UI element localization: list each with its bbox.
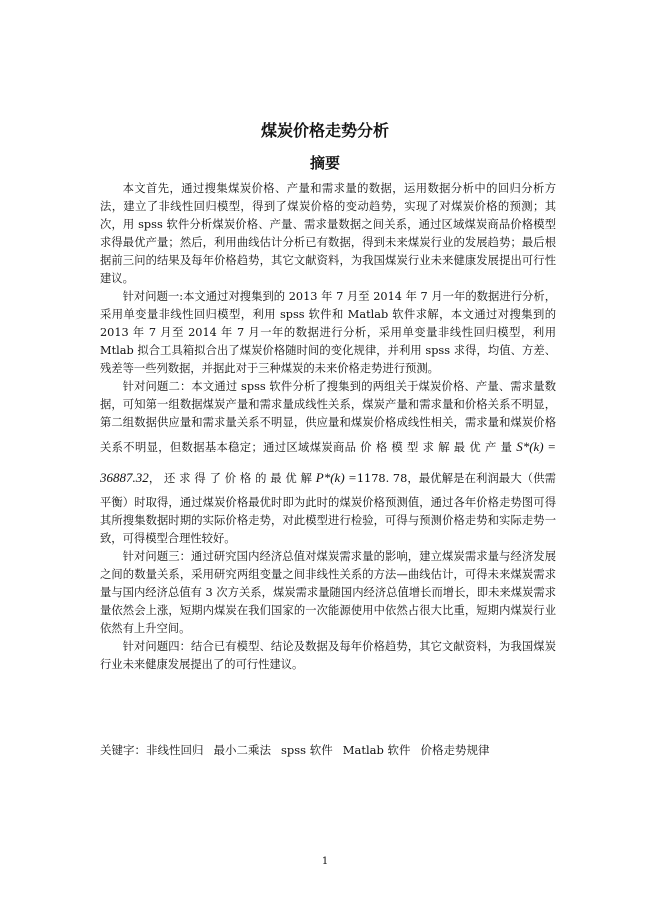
question-2-lead: 针对问题二：本文通过 spss 软件分析了搜集到的两组关于煤炭价格、产量、需求量数据，可知第一组数据煤炭产量和需求量成线性关系，煤炭产量和需求量和价格关系不明显，第二组数据供应量和需求量关系不明显，供应量和煤炭价格成线性相关，需求量和煤炭价格关系不明显，但数据基本稳定；通过区域煤炭商 (100, 380, 556, 454)
formula-optimal-price: P*(k) = (315, 470, 357, 485)
question-2-optimal-price-line (312, 472, 407, 485)
optimal-price-value: 1178. 78 (356, 472, 408, 485)
abstract-body (100, 180, 556, 674)
formula-optimal-output: S*(k) = 36887.32 (100, 439, 557, 485)
keyword: spss 软件 (281, 743, 333, 757)
paragraph-intro: 本文首先，通过搜集煤炭价格、产量和需求量的数据，运用数据分析中的回归分析方法，建立了非线性回归模型，得到了煤炭价格的变动趋势，实现了对煤炭价格的预测；其次，用 spss 软件分析煤炭价格、产量、需求量数据之间关系，通过区域煤炭商品价格模型求得最优产量；然后，利用曲线估计分析已有数据，得到未来煤炭行业的发展趋势；最后根据前三问的结果及每年价格趋势，其它文献资料，为我国煤炭行业未来健康发展提出可行性建议。 (100, 182, 556, 285)
paragraph-question-4: 针对问题四：结合已有模型、结论及数据及每年价格趋势，其它文献资料，为我国煤炭行业未来健康发展提出了的可行性建议。 (100, 640, 556, 671)
abstract-heading: 摘要 (309, 154, 340, 172)
keyword: 非线性回归 (146, 743, 204, 757)
page-number: 1 (321, 856, 329, 867)
keywords-line (100, 741, 560, 759)
keyword: Matlab 软件 (342, 743, 411, 757)
document-title: 煤炭价格走势分析 (260, 121, 389, 140)
question-2-optimal-output-line: 品 价 格 模 型 求 解 最 优 产 量 S*(k) = 36887.32， 还 求 得 了 价 格 的 最 优 解 (100, 439, 557, 485)
paragraph-question-3: 针对问题三：通过研究国内经济总值对煤炭需求量的影响，建立煤炭需求量与经济发展之间的数量关系，采用研究两组变量之间非线性关系的方法—曲线估计，可得未来煤炭需求量与国内经济总值有 3 次方关系，煤炭需求量随国内经济总值增长而增长，即未来煤炭需求量依然会上涨，短期内煤炭在我们国家的一次能源使用中依然占很大比重，短期内煤炭行业依然有上升空间。 (100, 550, 556, 635)
keyword: 价格走势规律 (420, 743, 490, 757)
keyword: 最小二乘法 (213, 743, 271, 757)
question-2-tail: ，最优解是在利润最大（供需平衡）时取得，通过煤炭价格最优时即为此时的煤炭价格预测值，通过各年价格走势图可得其所搜集数据时期的实际价格走势，对此模型进行检验，可得与预测价格走势和实际走势一致，可得模型合理性较好。 (100, 472, 556, 545)
paragraph-question-2 (100, 378, 556, 548)
paragraph-question-1: 针对问题一:本文通过对搜集到的 2013 年 7 月至 2014 年 7 月一年的数据进行分析，采用单变量非线性回归模型，利用 spss 软件和 Matlab 软件求解，本文通过对搜集到的 2013 年 7 月至 2014 年 7 月一年的数据进行分析，采用单变量非线性回归模型，利用 Mtlab 拟合工具箱拟合出了煤炭价格随时间的变化规律，并利用 spss 求得，均值、方差、残差等一些列数据，并据此对于三种煤炭的未来价格走势进行预测。 (100, 290, 556, 375)
keywords-label: 关键字： (100, 743, 146, 757)
